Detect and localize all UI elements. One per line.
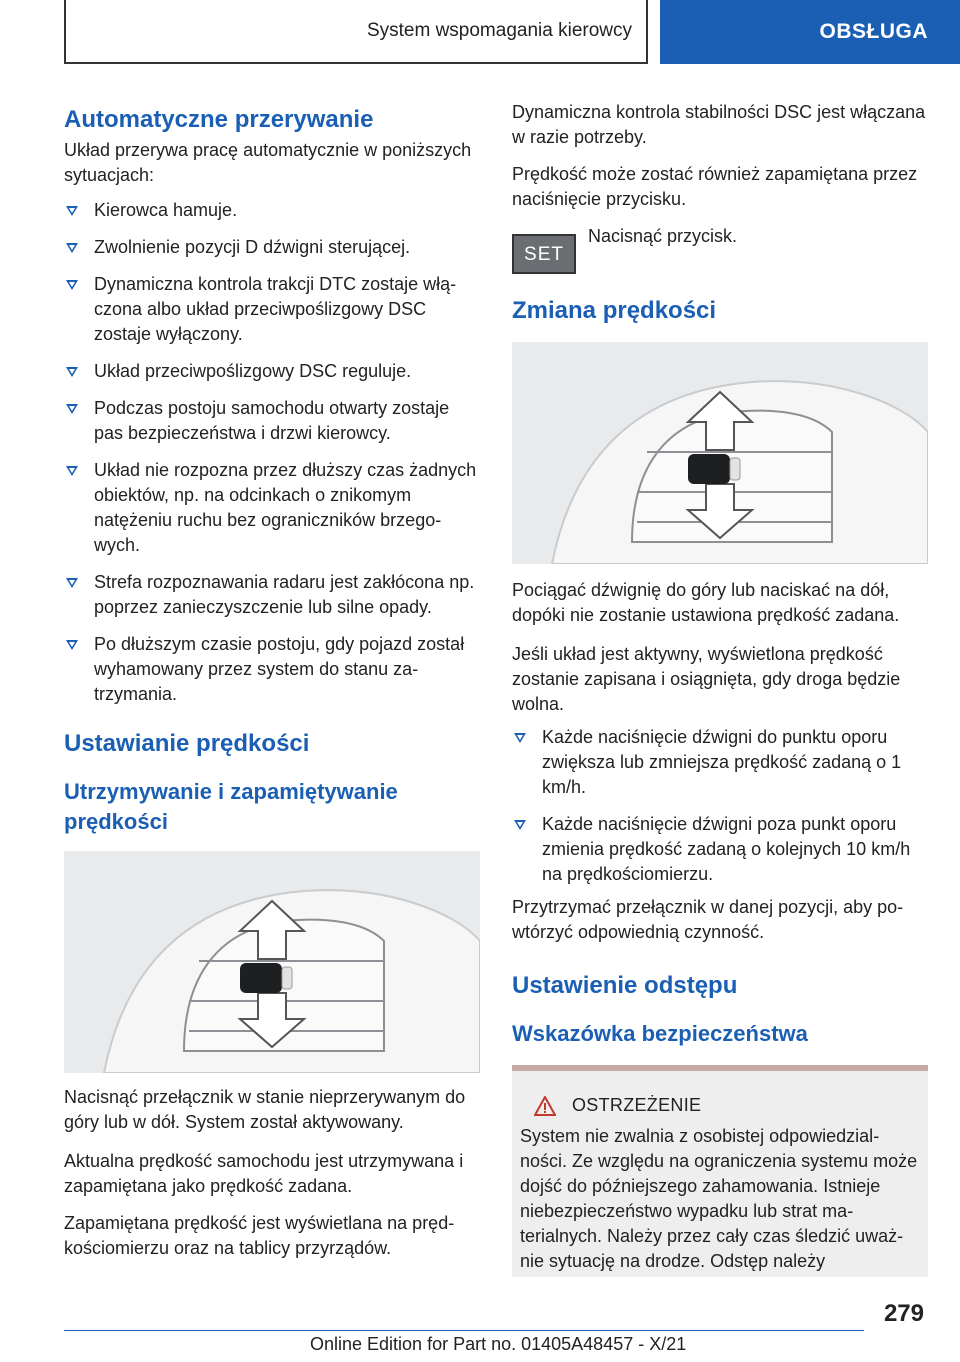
list-item: Podczas postoju samochodu otwarty zostaje pas bezpieczeństwa i drzwi kierowcy. xyxy=(64,396,480,446)
hold-switch-text: Przytrzymać przełącznik w danej pozycji, aby powtórzyć odpowiednią czynność. xyxy=(512,897,904,942)
set-button-row xyxy=(512,224,928,268)
chapter-tab-label: OBSŁUGA xyxy=(819,20,928,43)
set-speed-heading: Ustawianie prędkości xyxy=(64,730,310,757)
dsc-text: Dynamiczna kontrola stabilności DSC jest włączana w razie potrzeby. xyxy=(512,102,926,147)
header-section-box xyxy=(64,0,648,64)
warning-text: System nie zwalnia z osobistej odpowiedzialności. Ze względu na ograniczenia systemu może dojść do późniejszego zahamowania. Istnieje niebezpieczeństwo wypadku lub strat materialnych. Należy przez cały czas śledzić uważnie sytuację na drodze. Odstęp należy xyxy=(520,1126,918,1271)
set-button-icon: SET xyxy=(512,234,576,274)
distance-heading: Ustawienie odstępu xyxy=(512,972,738,999)
warning-triangle-icon xyxy=(534,1096,556,1116)
chapter-tab[interactable] xyxy=(660,0,960,64)
auto-interrupt-intro: Układ przerywa pracę automatycznie w poniższych sytuacjach: xyxy=(64,140,472,185)
footer-divider xyxy=(64,1330,864,1331)
list-item: Kierowca hamuje. xyxy=(64,198,480,223)
triangle-bullet-icon xyxy=(66,367,78,377)
change-speed-list xyxy=(512,725,928,887)
steering-switch-image xyxy=(64,851,480,1073)
hold-speed-heading: Utrzymywanie i zapamiętywanie prędkości xyxy=(64,779,398,834)
auto-interrupt-list xyxy=(64,198,480,707)
left-column xyxy=(64,100,480,1261)
list-item: Zwolnienie pozycji D dźwigni sterującej. xyxy=(64,235,480,260)
list-item: Każde naciśnięcie dźwigni do punktu oporu zwiększa lub zmniejsza prędkość zadaną o 1 km/h. xyxy=(512,725,928,800)
warning-title: OSTRZEŻENIE xyxy=(572,1095,702,1115)
press-switch-text: Nacisnąć przełącznik w stanie nieprzerywanym do góry lub w dół. System został aktywowany. xyxy=(64,1087,466,1132)
auto-interrupt-heading: Automatyczne przerywanie xyxy=(64,106,374,133)
triangle-bullet-icon xyxy=(66,243,78,253)
triangle-bullet-icon xyxy=(66,404,78,414)
active-system-text: Jeśli układ jest aktywny, wyświetlona prędkość zostanie zapisana i osiągnięta, gdy droga będzie wolna. xyxy=(512,644,901,714)
display-speed-text: Zapamiętana prędkość jest wyświetlana na prędkościomierzu oraz na tablicy przyrządów. xyxy=(64,1213,455,1258)
steering-wheel-switch-illustration xyxy=(64,851,480,1073)
triangle-bullet-icon xyxy=(66,206,78,216)
triangle-bullet-icon xyxy=(66,466,78,476)
triangle-bullet-icon xyxy=(66,280,78,290)
right-column xyxy=(512,100,928,1277)
page-number: 279 xyxy=(883,1300,924,1327)
list-item: Układ przeciwpoślizgowy DSC reguluje. xyxy=(64,359,480,384)
header-section-title: System wspomagania kierowcy xyxy=(366,20,632,41)
set-button-text: Nacisnąć przycisk. xyxy=(588,226,738,246)
change-speed-heading: Zmiana prędkości xyxy=(512,297,717,324)
pull-lever-text: Pociągać dźwignię do góry lub naciskać na dół, dopóki nie zostanie ustawiona prędkość zadana. xyxy=(512,580,900,625)
list-item: Strefa rozpoznawania radaru jest zakłócona np. poprzez zanieczyszczenie lub silne opady. xyxy=(64,570,480,620)
triangle-bullet-icon xyxy=(66,640,78,650)
list-item: Dynamiczna kontrola trakcji DTC zostaje włączona albo układ przeciwpoślizgowy DSC zostaje wyłączony. xyxy=(64,272,480,347)
triangle-bullet-icon xyxy=(66,578,78,588)
list-item: Układ nie rozpozna przez dłuższy czas żadnych obiektów, np. na odcinkach o znikomym natężeniu ruchu bez ograniczników brzegowych. xyxy=(64,458,480,558)
list-item: Po dłuższym czasie postoju, gdy pojazd został wyhamowany przez system do stanu zatrzymania. xyxy=(64,632,480,707)
current-speed-text: Aktualna prędkość samochodu jest utrzymywana i zapamiętana jako prędkość zadana. xyxy=(64,1151,464,1196)
triangle-bullet-icon xyxy=(514,820,526,830)
safety-heading: Wskazówka bezpieczeństwa xyxy=(512,1021,808,1046)
steering-wheel-switch-illustration xyxy=(512,342,928,564)
steering-switch-image-2 xyxy=(512,342,928,564)
list-item: Każde naciśnięcie dźwigni poza punkt oporu zmienia prędkość zadaną o kolejnych 10 km/h na prędkościomierzu. xyxy=(512,812,928,887)
warning-box xyxy=(512,1065,928,1277)
store-speed-text: Prędkość może zostać również zapamiętana przez naciśnięcie przycisku. xyxy=(512,164,918,209)
footer-edition: Online Edition for Part no. 01405A48457 - X/21 xyxy=(310,1334,687,1354)
triangle-bullet-icon xyxy=(514,733,526,743)
